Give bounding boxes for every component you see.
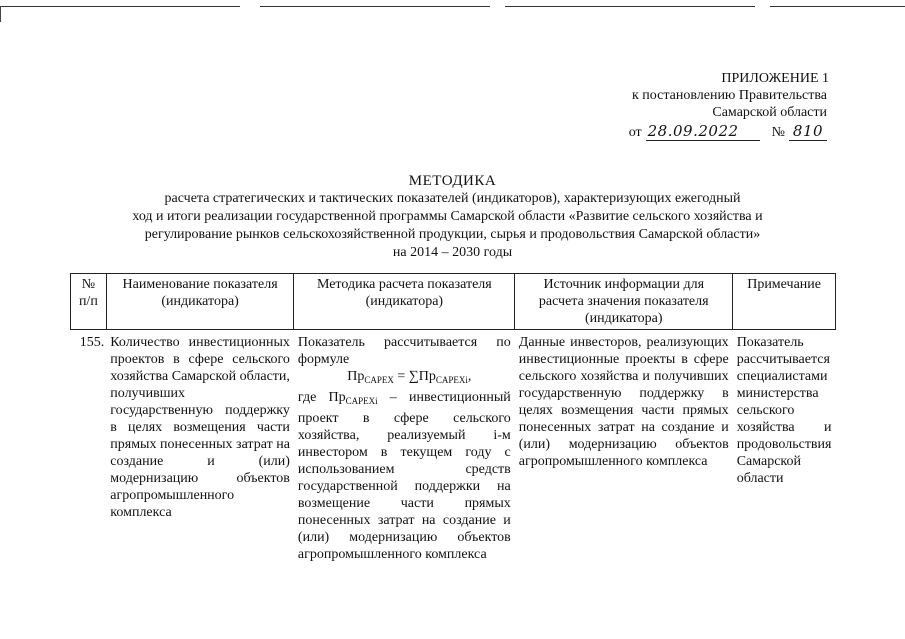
table-header-row xyxy=(71,274,836,330)
where-label: где Пр xyxy=(297,390,346,405)
document-title xyxy=(0,172,905,262)
method-rest: – инвестиционный проект в сфере сельского хозяйства, реализуемый i-м инвестором в текущем году с использованием средств государственной поддержки на возмещение части прямых понесенных затрат на создание и (или) модернизацию объектов агропромышленного комплекса xyxy=(297,390,511,562)
header-name: Наименование показателя (индикатора) xyxy=(106,274,294,330)
row-indicator-name: Количество инвестиционных проектов в сфере сельского хозяйства Самарской области, получивших государственную поддержку в целях возмещения части прямых понесенных затрат на создание и (или) модернизацию объектов агропромышленного комплекса xyxy=(110,335,290,520)
title-line-2: ход и итоги реализации государственной программы Самарской области «Развитие сельского хозяйства и xyxy=(132,209,763,224)
formula xyxy=(308,368,511,389)
decree-date-number xyxy=(629,123,827,141)
header-source: Источник информации для расчета значения показателя (индикатора) xyxy=(515,274,733,330)
handwritten-number: 810 xyxy=(789,123,827,141)
title-line-1: расчета стратегических и тактических показателей (индикаторов), характеризующих ежегодный xyxy=(164,191,741,206)
table-row xyxy=(71,330,836,564)
title-line-3: регулирование рынков сельскохозяйственной продукции, сырья и продовольствия Самарской области» xyxy=(144,227,761,242)
method-intro: Показатель рассчитывается по формуле xyxy=(297,335,511,367)
row-note: Показатель рассчитывается специалистами министерства сельского хозяйства и продовольствия Самарской области xyxy=(736,335,832,486)
indicators-table xyxy=(70,273,836,563)
header-num: № п/п xyxy=(71,274,107,330)
scan-top-edge xyxy=(0,0,905,14)
formula-lhs: Пр xyxy=(347,369,365,384)
where-sub: CAPEXi xyxy=(345,396,378,406)
handwritten-date: 28.09.2022 xyxy=(646,123,760,141)
row-method xyxy=(294,330,515,564)
formula-lhs-sub: CAPEX xyxy=(364,375,394,385)
number-label: № xyxy=(771,125,785,140)
formula-rhs: = ∑Пр xyxy=(393,369,436,384)
title-heading: МЕТОДИКА xyxy=(408,173,497,189)
header-method: Методика расчета показателя (индикатора) xyxy=(294,274,515,330)
header-note: Примечание xyxy=(733,274,836,330)
formula-end: , xyxy=(467,369,472,384)
formula-rhs-sub: CAPEXi xyxy=(435,375,468,385)
scan-corner-mark xyxy=(0,6,1,22)
row-source: Данные инвесторов, реализующих инвестиционные проекты в сфере сельского хозяйства и получивших государственную поддержку в целях возмещения части прямых понесенных затрат на создание и (или) модернизацию объектов агропромышленного комплекса xyxy=(518,335,729,469)
appendix-title: ПРИЛОЖЕНИЕ 1 xyxy=(721,71,829,86)
row-number: 155. xyxy=(79,335,105,350)
appendix-region: Самарской области xyxy=(712,105,827,120)
appendix-block xyxy=(629,70,827,141)
appendix-decree: к постановлению Правительства xyxy=(631,88,827,103)
date-label: от xyxy=(628,125,642,140)
title-line-4: на 2014 – 2030 годы xyxy=(392,245,513,260)
